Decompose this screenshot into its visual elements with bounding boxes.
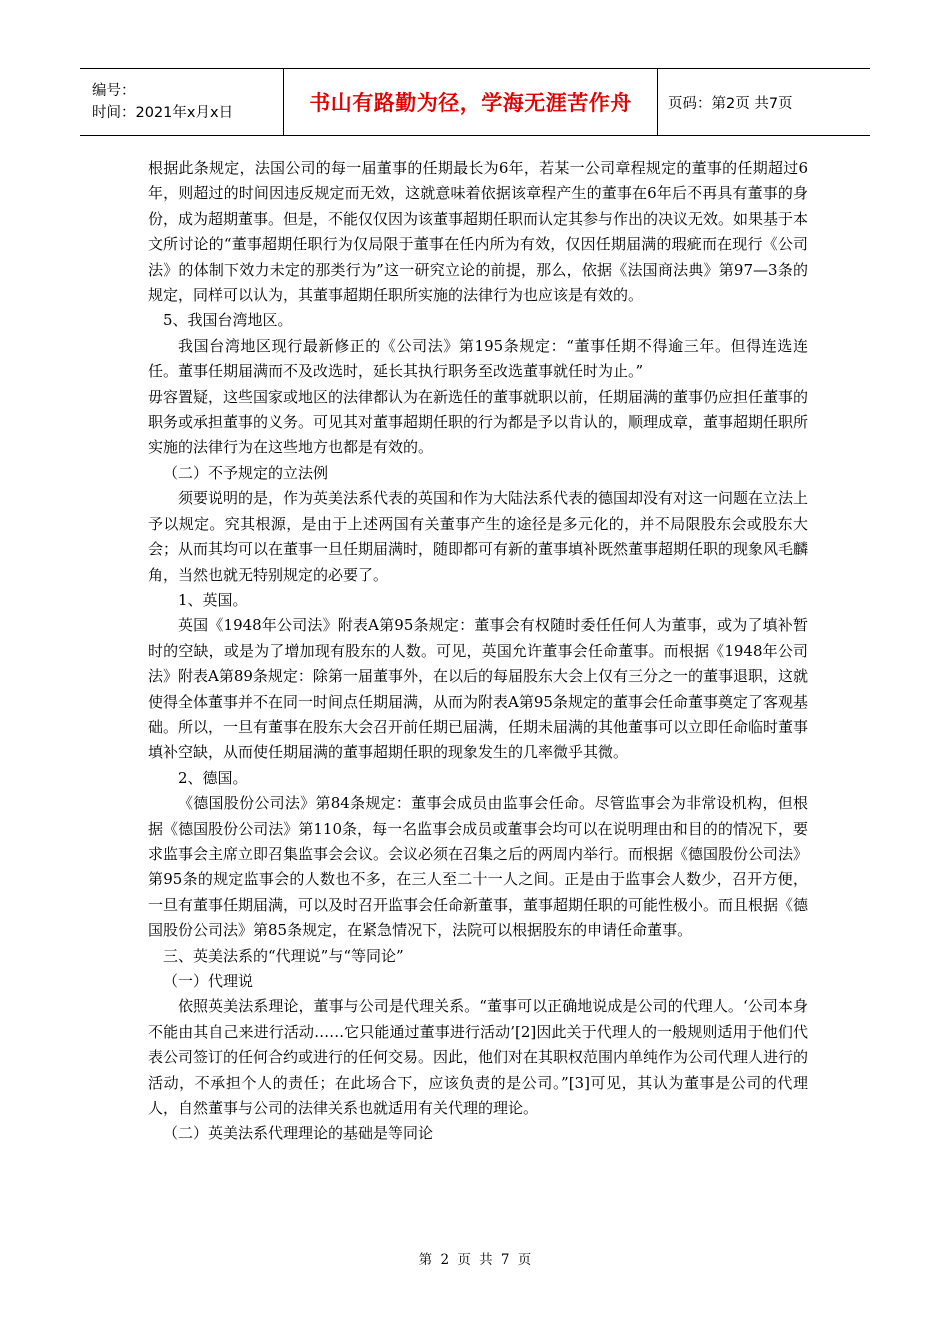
paragraph: 依照英美法系理论，董事与公司是代理关系。“董事可以正确地说成是公司的代理人。‘公司本身不能由其自己来进行活动……它只能通过董事进行活动’[2]因此关于代理人的一般规则适用于他们代表公司签订的任何合约或进行的任何交易。因此，他们对在其职权范围内单纯作为公司代理人进行的活动，不承担个人的责任；在此场合下，应该负责的是公司。”[3]可见，其认为董事是公司的代理人，自然董事与公司的法律关系也就适用有关代理的理论。 xyxy=(148,997,809,1118)
paragraph: 毋容置疑，这些国家或地区的法律都认为在新选任的董事就职以前，任期届满的董事仍应担任董事的职务或承担董事的义务。可见其对董事超期任职的行为都是予以肯认的，顺理成章，董事超期任职所实施的法律行为在这些地方也都是有效的。 xyxy=(148,387,809,457)
section-heading: 三、英美法系的“代理说”与“等同论” xyxy=(163,946,404,965)
paragraph: 须要说明的是，作为英美法系代表的英国和作为大陆法系代表的德国却没有对这一问题在立法上予以规定。究其根源，是由于上述两国有关董事产生的途径是多元化的，并不局限股东会或股东大会；从而其均可以在董事一旦任期届满时，随即都可有新的董事填补既然董事超期任职的现象风毛麟角，当然也就无特别规定的必要了。 xyxy=(148,489,809,584)
section-heading: 2、德国。 xyxy=(178,768,248,787)
page-header xyxy=(80,68,870,136)
paragraph: 我国台湾地区现行最新修正的《公司法》第195条规定：“董事任期不得逾三年。但得连选连任。董事任期届满而不及改选时，延长其执行职务至改选董事就任时为止。” xyxy=(148,336,808,381)
header-page-info-cell xyxy=(658,69,870,135)
page-footer: 第 2 页 共 7 页 xyxy=(418,1252,532,1268)
header-motto-cell xyxy=(283,69,658,135)
section-heading: （一）代理说 xyxy=(163,972,254,990)
section-heading: 5、我国台湾地区。 xyxy=(163,311,293,330)
paragraph: 根据此条规定，法国公司的每一届董事的任期最长为6年，若某一公司章程规定的董事的任期超过6年，则超过的时间因违反规定而无效，这就意味着依据该章程产生的董事在6年后不再具有董事的身份，成为超期董事。但是，不能仅仅因为该董事超期任职而认定其参与作出的决议无效。如果基于本文所讨论的“董事超期任职行为仅局限于董事在任内所为有效，仅因任期届满的瑕疵而在现行《公司法》的体制下效力未定的那类行为”这一研究立论的前提，那么，依据《法国商法典》第97—3条的规定，同样可以认为，其董事超期任职所实施的法律行为也应该是有效的。 xyxy=(148,159,809,305)
document-date: 时间：2021年x月x日 xyxy=(92,105,234,121)
section-heading: （二）英美法系代理理论的基础是等同论 xyxy=(163,1124,434,1143)
header-info xyxy=(80,69,283,135)
section-heading: 1、英国。 xyxy=(178,590,248,609)
document-number: 编号： xyxy=(92,83,136,99)
paragraph: 英国《1948年公司法》附表A第95条规定：董事会有权随时委任任何人为董事，或为了填补暂时的空缺，或是为了增加现有股东的人数。可见，英国允许董事会任命董事。而根据《1948年公司法》附表A第89条规定：除第一届董事外，在以后的每届股东大会上仅有三分之一的董事退职，这就使得全体董事并不在同一时间点任期届满，从而为附表A第95条规定的董事会任命董事奠定了客观基础。所以，一旦有董事在股东大会召开前任期已届满，任期未届满的其他董事可以立即任命临时董事填补空缺，从而使任期届满的董事超期任职的现象发生的几率微乎其微。 xyxy=(148,616,809,762)
section-heading: （二）不予规定的立法例 xyxy=(163,463,329,482)
paragraph: 《德国股份公司法》第84条规定：董事会成员由监事会任命。尽管监事会为非常设机构，但根据《德国股份公司法》第110条，每一名监事会成员或董事会均可以在说明理由和目的的情况下，要求监事会主席立即召集监事会会议。会议必须在召集之后的两周内举行。而根据《德国股份公司法》第95条的规定监事会的人数也不多，在三人至二十一人之间。正是由于监事会人数少，召开方便，一旦有董事任期届满，可以及时召开监事会任命新董事，董事超期任职的可能性极小。而且根据《德国股份公司法》第85条规定，在紧急情况下，法院可以根据股东的申请任命董事。 xyxy=(148,794,809,940)
header-motto: 书山有路勤为径，学海无涯苦作舟 xyxy=(309,91,632,115)
header-page-info: 页码：第2页 共7页 xyxy=(668,95,793,112)
document-body xyxy=(148,156,808,1147)
